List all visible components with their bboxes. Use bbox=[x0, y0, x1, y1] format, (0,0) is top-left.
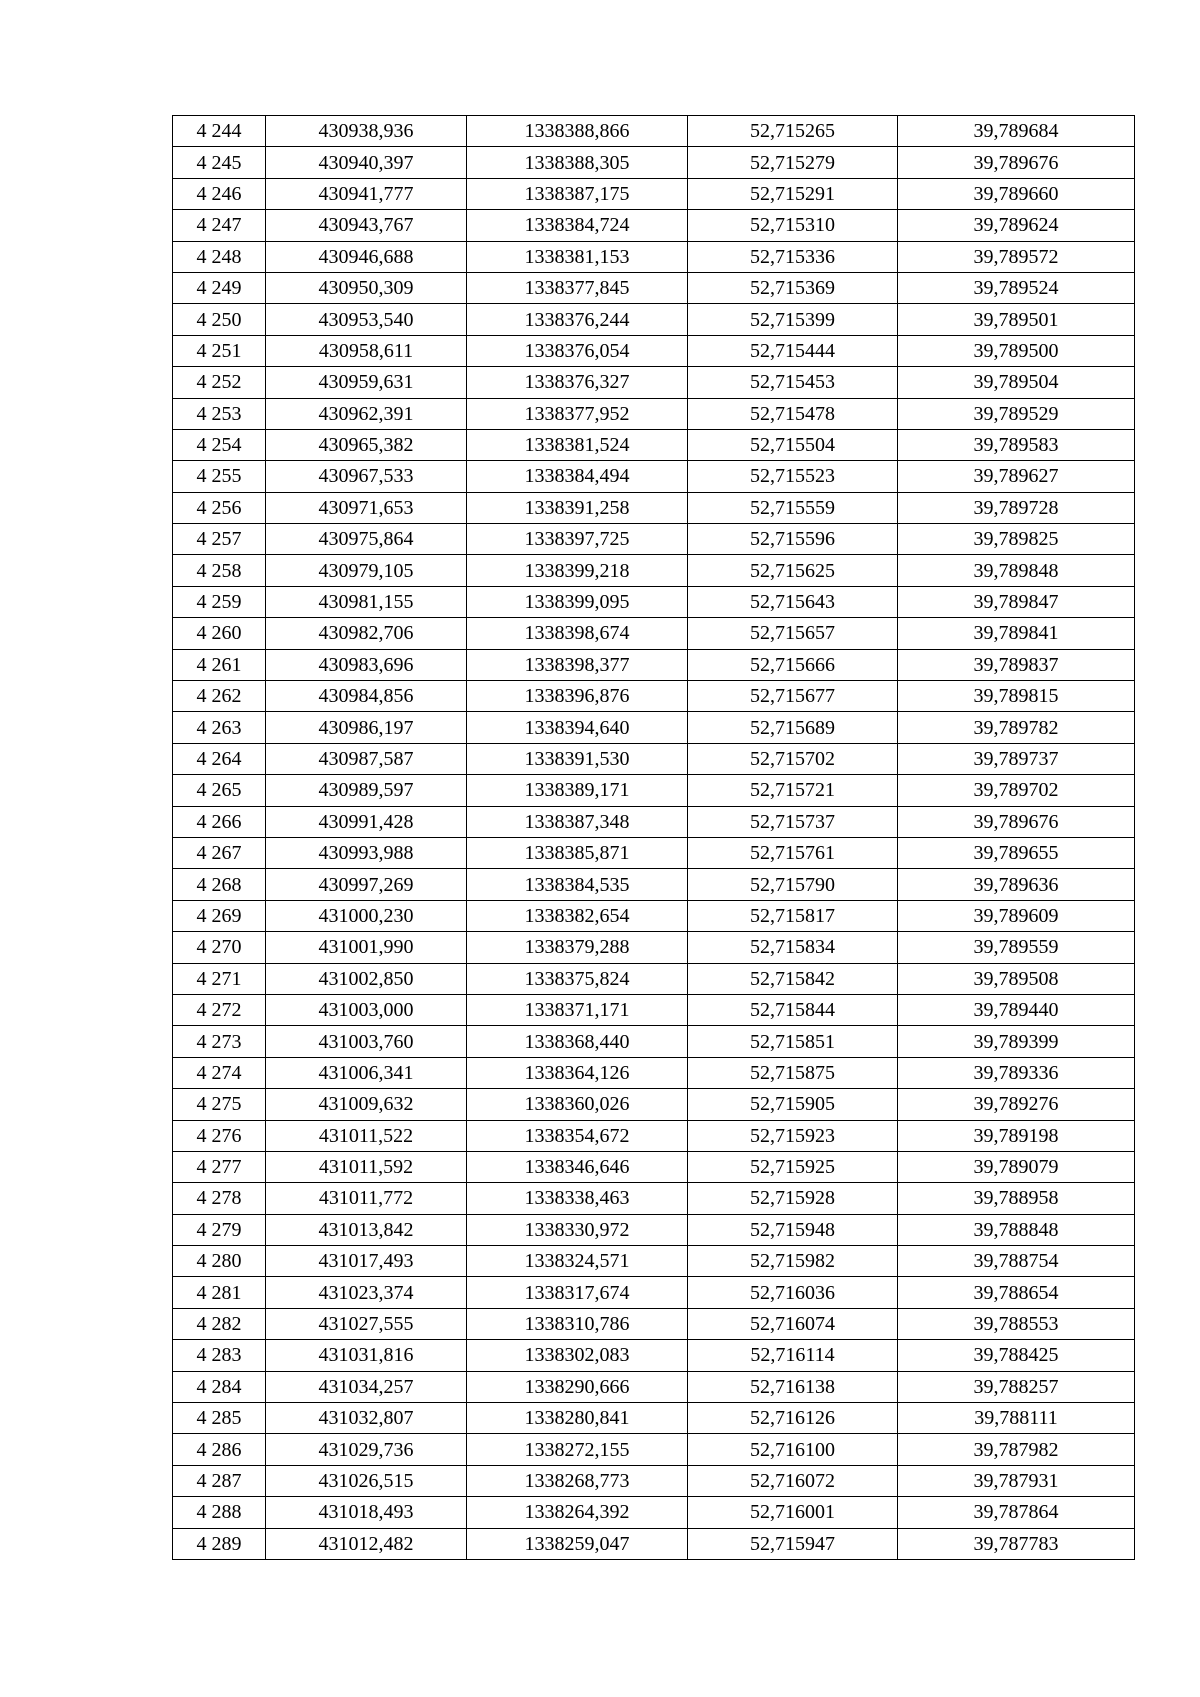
table-row bbox=[173, 1151, 1135, 1182]
y-coordinate-cell: 1338377,952 bbox=[467, 398, 688, 429]
x-coordinate-cell: 430993,988 bbox=[266, 837, 467, 868]
table-row bbox=[173, 1120, 1135, 1151]
x-coordinate-cell: 430981,155 bbox=[266, 586, 467, 617]
point-number-cell: 4 254 bbox=[173, 429, 266, 460]
latitude-cell: 52,715844 bbox=[688, 994, 898, 1025]
latitude-cell: 52,715721 bbox=[688, 775, 898, 806]
y-coordinate-cell: 1338391,258 bbox=[467, 492, 688, 523]
x-coordinate-cell: 430997,269 bbox=[266, 869, 467, 900]
x-coordinate-cell: 430989,597 bbox=[266, 775, 467, 806]
table-row bbox=[173, 178, 1135, 209]
x-coordinate-cell: 431011,772 bbox=[266, 1183, 467, 1214]
longitude-cell: 39,789847 bbox=[898, 586, 1135, 617]
latitude-cell: 52,715923 bbox=[688, 1120, 898, 1151]
y-coordinate-cell: 1338324,571 bbox=[467, 1246, 688, 1277]
longitude-cell: 39,789841 bbox=[898, 618, 1135, 649]
x-coordinate-cell: 431027,555 bbox=[266, 1308, 467, 1339]
longitude-cell: 39,788654 bbox=[898, 1277, 1135, 1308]
x-coordinate-cell: 431031,816 bbox=[266, 1340, 467, 1371]
point-number-cell: 4 253 bbox=[173, 398, 266, 429]
y-coordinate-cell: 1338384,535 bbox=[467, 869, 688, 900]
y-coordinate-cell: 1338338,463 bbox=[467, 1183, 688, 1214]
point-number-cell: 4 267 bbox=[173, 837, 266, 868]
table-row bbox=[173, 555, 1135, 586]
point-number-cell: 4 268 bbox=[173, 869, 266, 900]
y-coordinate-cell: 1338272,155 bbox=[467, 1434, 688, 1465]
x-coordinate-cell: 430986,197 bbox=[266, 712, 467, 743]
table-row bbox=[173, 1371, 1135, 1402]
table-row bbox=[173, 963, 1135, 994]
latitude-cell: 52,716126 bbox=[688, 1403, 898, 1434]
longitude-cell: 39,789336 bbox=[898, 1057, 1135, 1088]
y-coordinate-cell: 1338388,305 bbox=[467, 147, 688, 178]
x-coordinate-cell: 430953,540 bbox=[266, 304, 467, 335]
longitude-cell: 39,788425 bbox=[898, 1340, 1135, 1371]
y-coordinate-cell: 1338310,786 bbox=[467, 1308, 688, 1339]
x-coordinate-cell: 431018,493 bbox=[266, 1497, 467, 1528]
y-coordinate-cell: 1338394,640 bbox=[467, 712, 688, 743]
x-coordinate-cell: 430979,105 bbox=[266, 555, 467, 586]
latitude-cell: 52,715666 bbox=[688, 649, 898, 680]
longitude-cell: 39,789624 bbox=[898, 210, 1135, 241]
y-coordinate-cell: 1338377,845 bbox=[467, 272, 688, 303]
latitude-cell: 52,715947 bbox=[688, 1528, 898, 1559]
y-coordinate-cell: 1338360,026 bbox=[467, 1089, 688, 1120]
longitude-cell: 39,787864 bbox=[898, 1497, 1135, 1528]
x-coordinate-cell: 430940,397 bbox=[266, 147, 467, 178]
point-number-cell: 4 251 bbox=[173, 335, 266, 366]
x-coordinate-cell: 430958,611 bbox=[266, 335, 467, 366]
latitude-cell: 52,715291 bbox=[688, 178, 898, 209]
latitude-cell: 52,715399 bbox=[688, 304, 898, 335]
y-coordinate-cell: 1338302,083 bbox=[467, 1340, 688, 1371]
y-coordinate-cell: 1338398,377 bbox=[467, 649, 688, 680]
table-row bbox=[173, 932, 1135, 963]
table-row bbox=[173, 1434, 1135, 1465]
longitude-cell: 39,789627 bbox=[898, 461, 1135, 492]
y-coordinate-cell: 1338381,153 bbox=[467, 241, 688, 272]
longitude-cell: 39,789728 bbox=[898, 492, 1135, 523]
coordinates-table bbox=[172, 115, 1135, 1560]
table-row bbox=[173, 398, 1135, 429]
latitude-cell: 52,715689 bbox=[688, 712, 898, 743]
table-row bbox=[173, 1183, 1135, 1214]
x-coordinate-cell: 430962,391 bbox=[266, 398, 467, 429]
y-coordinate-cell: 1338371,171 bbox=[467, 994, 688, 1025]
latitude-cell: 52,715702 bbox=[688, 743, 898, 774]
table-row bbox=[173, 147, 1135, 178]
table-row bbox=[173, 1277, 1135, 1308]
latitude-cell: 52,715875 bbox=[688, 1057, 898, 1088]
x-coordinate-cell: 431011,592 bbox=[266, 1151, 467, 1182]
longitude-cell: 39,789684 bbox=[898, 116, 1135, 147]
point-number-cell: 4 289 bbox=[173, 1528, 266, 1559]
latitude-cell: 52,715504 bbox=[688, 429, 898, 460]
point-number-cell: 4 275 bbox=[173, 1089, 266, 1120]
table-row bbox=[173, 272, 1135, 303]
longitude-cell: 39,789198 bbox=[898, 1120, 1135, 1151]
table-row bbox=[173, 586, 1135, 617]
y-coordinate-cell: 1338364,126 bbox=[467, 1057, 688, 1088]
longitude-cell: 39,789440 bbox=[898, 994, 1135, 1025]
latitude-cell: 52,715982 bbox=[688, 1246, 898, 1277]
point-number-cell: 4 256 bbox=[173, 492, 266, 523]
point-number-cell: 4 269 bbox=[173, 900, 266, 931]
latitude-cell: 52,715310 bbox=[688, 210, 898, 241]
table-row bbox=[173, 335, 1135, 366]
latitude-cell: 52,715834 bbox=[688, 932, 898, 963]
y-coordinate-cell: 1338375,824 bbox=[467, 963, 688, 994]
latitude-cell: 52,715905 bbox=[688, 1089, 898, 1120]
x-coordinate-cell: 431009,632 bbox=[266, 1089, 467, 1120]
point-number-cell: 4 266 bbox=[173, 806, 266, 837]
x-coordinate-cell: 430950,309 bbox=[266, 272, 467, 303]
x-coordinate-cell: 430971,653 bbox=[266, 492, 467, 523]
x-coordinate-cell: 430959,631 bbox=[266, 367, 467, 398]
latitude-cell: 52,715817 bbox=[688, 900, 898, 931]
x-coordinate-cell: 430946,688 bbox=[266, 241, 467, 272]
table-row bbox=[173, 743, 1135, 774]
table-row bbox=[173, 681, 1135, 712]
longitude-cell: 39,787783 bbox=[898, 1528, 1135, 1559]
point-number-cell: 4 244 bbox=[173, 116, 266, 147]
x-coordinate-cell: 431013,842 bbox=[266, 1214, 467, 1245]
table-row bbox=[173, 1308, 1135, 1339]
latitude-cell: 52,715369 bbox=[688, 272, 898, 303]
x-coordinate-cell: 430943,767 bbox=[266, 210, 467, 241]
y-coordinate-cell: 1338346,646 bbox=[467, 1151, 688, 1182]
x-coordinate-cell: 430983,696 bbox=[266, 649, 467, 680]
y-coordinate-cell: 1338290,666 bbox=[467, 1371, 688, 1402]
y-coordinate-cell: 1338387,348 bbox=[467, 806, 688, 837]
point-number-cell: 4 276 bbox=[173, 1120, 266, 1151]
x-coordinate-cell: 430965,382 bbox=[266, 429, 467, 460]
x-coordinate-cell: 431026,515 bbox=[266, 1465, 467, 1496]
table-row bbox=[173, 241, 1135, 272]
point-number-cell: 4 257 bbox=[173, 524, 266, 555]
table-row bbox=[173, 1057, 1135, 1088]
longitude-cell: 39,789660 bbox=[898, 178, 1135, 209]
y-coordinate-cell: 1338399,218 bbox=[467, 555, 688, 586]
latitude-cell: 52,715761 bbox=[688, 837, 898, 868]
y-coordinate-cell: 1338391,530 bbox=[467, 743, 688, 774]
point-number-cell: 4 279 bbox=[173, 1214, 266, 1245]
latitude-cell: 52,716074 bbox=[688, 1308, 898, 1339]
point-number-cell: 4 249 bbox=[173, 272, 266, 303]
table-row bbox=[173, 116, 1135, 147]
table-row bbox=[173, 806, 1135, 837]
longitude-cell: 39,788958 bbox=[898, 1183, 1135, 1214]
latitude-cell: 52,716001 bbox=[688, 1497, 898, 1528]
latitude-cell: 52,715677 bbox=[688, 681, 898, 712]
latitude-cell: 52,715559 bbox=[688, 492, 898, 523]
table-row bbox=[173, 1340, 1135, 1371]
longitude-cell: 39,789276 bbox=[898, 1089, 1135, 1120]
table-row bbox=[173, 429, 1135, 460]
point-number-cell: 4 246 bbox=[173, 178, 266, 209]
y-coordinate-cell: 1338387,175 bbox=[467, 178, 688, 209]
table-row bbox=[173, 649, 1135, 680]
point-number-cell: 4 280 bbox=[173, 1246, 266, 1277]
latitude-cell: 52,715265 bbox=[688, 116, 898, 147]
y-coordinate-cell: 1338268,773 bbox=[467, 1465, 688, 1496]
table-row bbox=[173, 775, 1135, 806]
point-number-cell: 4 260 bbox=[173, 618, 266, 649]
y-coordinate-cell: 1338368,440 bbox=[467, 1026, 688, 1057]
longitude-cell: 39,787931 bbox=[898, 1465, 1135, 1496]
longitude-cell: 39,789815 bbox=[898, 681, 1135, 712]
y-coordinate-cell: 1338389,171 bbox=[467, 775, 688, 806]
longitude-cell: 39,787982 bbox=[898, 1434, 1135, 1465]
latitude-cell: 52,715842 bbox=[688, 963, 898, 994]
latitude-cell: 52,715444 bbox=[688, 335, 898, 366]
table-row bbox=[173, 1403, 1135, 1434]
point-number-cell: 4 278 bbox=[173, 1183, 266, 1214]
point-number-cell: 4 283 bbox=[173, 1340, 266, 1371]
point-number-cell: 4 286 bbox=[173, 1434, 266, 1465]
x-coordinate-cell: 431012,482 bbox=[266, 1528, 467, 1559]
x-coordinate-cell: 431002,850 bbox=[266, 963, 467, 994]
point-number-cell: 4 255 bbox=[173, 461, 266, 492]
x-coordinate-cell: 431029,736 bbox=[266, 1434, 467, 1465]
longitude-cell: 39,789500 bbox=[898, 335, 1135, 366]
x-coordinate-cell: 431000,230 bbox=[266, 900, 467, 931]
table-row bbox=[173, 1465, 1135, 1496]
longitude-cell: 39,789508 bbox=[898, 963, 1135, 994]
table-body bbox=[173, 116, 1135, 1560]
table-row bbox=[173, 900, 1135, 931]
point-number-cell: 4 281 bbox=[173, 1277, 266, 1308]
point-number-cell: 4 273 bbox=[173, 1026, 266, 1057]
table-row bbox=[173, 524, 1135, 555]
longitude-cell: 39,789676 bbox=[898, 806, 1135, 837]
point-number-cell: 4 264 bbox=[173, 743, 266, 774]
x-coordinate-cell: 430967,533 bbox=[266, 461, 467, 492]
longitude-cell: 39,789848 bbox=[898, 555, 1135, 586]
point-number-cell: 4 271 bbox=[173, 963, 266, 994]
latitude-cell: 52,715453 bbox=[688, 367, 898, 398]
longitude-cell: 39,788257 bbox=[898, 1371, 1135, 1402]
table-row bbox=[173, 1528, 1135, 1559]
point-number-cell: 4 274 bbox=[173, 1057, 266, 1088]
x-coordinate-cell: 431017,493 bbox=[266, 1246, 467, 1277]
x-coordinate-cell: 430984,856 bbox=[266, 681, 467, 712]
latitude-cell: 52,715596 bbox=[688, 524, 898, 555]
table-row bbox=[173, 1497, 1135, 1528]
longitude-cell: 39,789702 bbox=[898, 775, 1135, 806]
latitude-cell: 52,716072 bbox=[688, 1465, 898, 1496]
point-number-cell: 4 247 bbox=[173, 210, 266, 241]
x-coordinate-cell: 431006,341 bbox=[266, 1057, 467, 1088]
y-coordinate-cell: 1338280,841 bbox=[467, 1403, 688, 1434]
point-number-cell: 4 272 bbox=[173, 994, 266, 1025]
y-coordinate-cell: 1338388,866 bbox=[467, 116, 688, 147]
table-row bbox=[173, 1026, 1135, 1057]
table-row bbox=[173, 1089, 1135, 1120]
x-coordinate-cell: 430987,587 bbox=[266, 743, 467, 774]
y-coordinate-cell: 1338381,524 bbox=[467, 429, 688, 460]
longitude-cell: 39,788848 bbox=[898, 1214, 1135, 1245]
latitude-cell: 52,716036 bbox=[688, 1277, 898, 1308]
longitude-cell: 39,788553 bbox=[898, 1308, 1135, 1339]
latitude-cell: 52,715336 bbox=[688, 241, 898, 272]
longitude-cell: 39,789676 bbox=[898, 147, 1135, 178]
longitude-cell: 39,789825 bbox=[898, 524, 1135, 555]
table-row bbox=[173, 367, 1135, 398]
longitude-cell: 39,789524 bbox=[898, 272, 1135, 303]
y-coordinate-cell: 1338330,972 bbox=[467, 1214, 688, 1245]
x-coordinate-cell: 430991,428 bbox=[266, 806, 467, 837]
latitude-cell: 52,716114 bbox=[688, 1340, 898, 1371]
x-coordinate-cell: 431011,522 bbox=[266, 1120, 467, 1151]
x-coordinate-cell: 430975,864 bbox=[266, 524, 467, 555]
latitude-cell: 52,715928 bbox=[688, 1183, 898, 1214]
latitude-cell: 52,715790 bbox=[688, 869, 898, 900]
longitude-cell: 39,789782 bbox=[898, 712, 1135, 743]
x-coordinate-cell: 431023,374 bbox=[266, 1277, 467, 1308]
latitude-cell: 52,715279 bbox=[688, 147, 898, 178]
x-coordinate-cell: 430982,706 bbox=[266, 618, 467, 649]
x-coordinate-cell: 431032,807 bbox=[266, 1403, 467, 1434]
longitude-cell: 39,789529 bbox=[898, 398, 1135, 429]
latitude-cell: 52,715737 bbox=[688, 806, 898, 837]
x-coordinate-cell: 430938,936 bbox=[266, 116, 467, 147]
longitude-cell: 39,789655 bbox=[898, 837, 1135, 868]
longitude-cell: 39,789559 bbox=[898, 932, 1135, 963]
longitude-cell: 39,789079 bbox=[898, 1151, 1135, 1182]
y-coordinate-cell: 1338397,725 bbox=[467, 524, 688, 555]
point-number-cell: 4 248 bbox=[173, 241, 266, 272]
latitude-cell: 52,715851 bbox=[688, 1026, 898, 1057]
longitude-cell: 39,789501 bbox=[898, 304, 1135, 335]
y-coordinate-cell: 1338376,244 bbox=[467, 304, 688, 335]
y-coordinate-cell: 1338384,494 bbox=[467, 461, 688, 492]
longitude-cell: 39,789609 bbox=[898, 900, 1135, 931]
longitude-cell: 39,789636 bbox=[898, 869, 1135, 900]
x-coordinate-cell: 431003,760 bbox=[266, 1026, 467, 1057]
longitude-cell: 39,789572 bbox=[898, 241, 1135, 272]
y-coordinate-cell: 1338382,654 bbox=[467, 900, 688, 931]
point-number-cell: 4 287 bbox=[173, 1465, 266, 1496]
table-row bbox=[173, 994, 1135, 1025]
y-coordinate-cell: 1338399,095 bbox=[467, 586, 688, 617]
y-coordinate-cell: 1338376,327 bbox=[467, 367, 688, 398]
latitude-cell: 52,715478 bbox=[688, 398, 898, 429]
y-coordinate-cell: 1338384,724 bbox=[467, 210, 688, 241]
point-number-cell: 4 258 bbox=[173, 555, 266, 586]
x-coordinate-cell: 430941,777 bbox=[266, 178, 467, 209]
y-coordinate-cell: 1338317,674 bbox=[467, 1277, 688, 1308]
point-number-cell: 4 252 bbox=[173, 367, 266, 398]
point-number-cell: 4 285 bbox=[173, 1403, 266, 1434]
y-coordinate-cell: 1338354,672 bbox=[467, 1120, 688, 1151]
point-number-cell: 4 262 bbox=[173, 681, 266, 712]
point-number-cell: 4 282 bbox=[173, 1308, 266, 1339]
latitude-cell: 52,715948 bbox=[688, 1214, 898, 1245]
latitude-cell: 52,715523 bbox=[688, 461, 898, 492]
y-coordinate-cell: 1338379,288 bbox=[467, 932, 688, 963]
table-row bbox=[173, 492, 1135, 523]
table-row bbox=[173, 461, 1135, 492]
point-number-cell: 4 265 bbox=[173, 775, 266, 806]
y-coordinate-cell: 1338259,047 bbox=[467, 1528, 688, 1559]
longitude-cell: 39,789837 bbox=[898, 649, 1135, 680]
latitude-cell: 52,716138 bbox=[688, 1371, 898, 1402]
point-number-cell: 4 277 bbox=[173, 1151, 266, 1182]
y-coordinate-cell: 1338385,871 bbox=[467, 837, 688, 868]
longitude-cell: 39,788111 bbox=[898, 1403, 1135, 1434]
latitude-cell: 52,716100 bbox=[688, 1434, 898, 1465]
x-coordinate-cell: 431034,257 bbox=[266, 1371, 467, 1402]
latitude-cell: 52,715925 bbox=[688, 1151, 898, 1182]
longitude-cell: 39,789504 bbox=[898, 367, 1135, 398]
y-coordinate-cell: 1338396,876 bbox=[467, 681, 688, 712]
point-number-cell: 4 284 bbox=[173, 1371, 266, 1402]
table-row bbox=[173, 869, 1135, 900]
point-number-cell: 4 245 bbox=[173, 147, 266, 178]
point-number-cell: 4 261 bbox=[173, 649, 266, 680]
y-coordinate-cell: 1338376,054 bbox=[467, 335, 688, 366]
y-coordinate-cell: 1338398,674 bbox=[467, 618, 688, 649]
x-coordinate-cell: 431001,990 bbox=[266, 932, 467, 963]
longitude-cell: 39,788754 bbox=[898, 1246, 1135, 1277]
latitude-cell: 52,715625 bbox=[688, 555, 898, 586]
table-row bbox=[173, 304, 1135, 335]
table-row bbox=[173, 712, 1135, 743]
table-row bbox=[173, 1214, 1135, 1245]
point-number-cell: 4 259 bbox=[173, 586, 266, 617]
latitude-cell: 52,715643 bbox=[688, 586, 898, 617]
table-row bbox=[173, 1246, 1135, 1277]
longitude-cell: 39,789399 bbox=[898, 1026, 1135, 1057]
point-number-cell: 4 250 bbox=[173, 304, 266, 335]
x-coordinate-cell: 431003,000 bbox=[266, 994, 467, 1025]
table-row bbox=[173, 210, 1135, 241]
point-number-cell: 4 288 bbox=[173, 1497, 266, 1528]
point-number-cell: 4 270 bbox=[173, 932, 266, 963]
longitude-cell: 39,789583 bbox=[898, 429, 1135, 460]
longitude-cell: 39,789737 bbox=[898, 743, 1135, 774]
point-number-cell: 4 263 bbox=[173, 712, 266, 743]
latitude-cell: 52,715657 bbox=[688, 618, 898, 649]
y-coordinate-cell: 1338264,392 bbox=[467, 1497, 688, 1528]
table-row bbox=[173, 837, 1135, 868]
table-row bbox=[173, 618, 1135, 649]
